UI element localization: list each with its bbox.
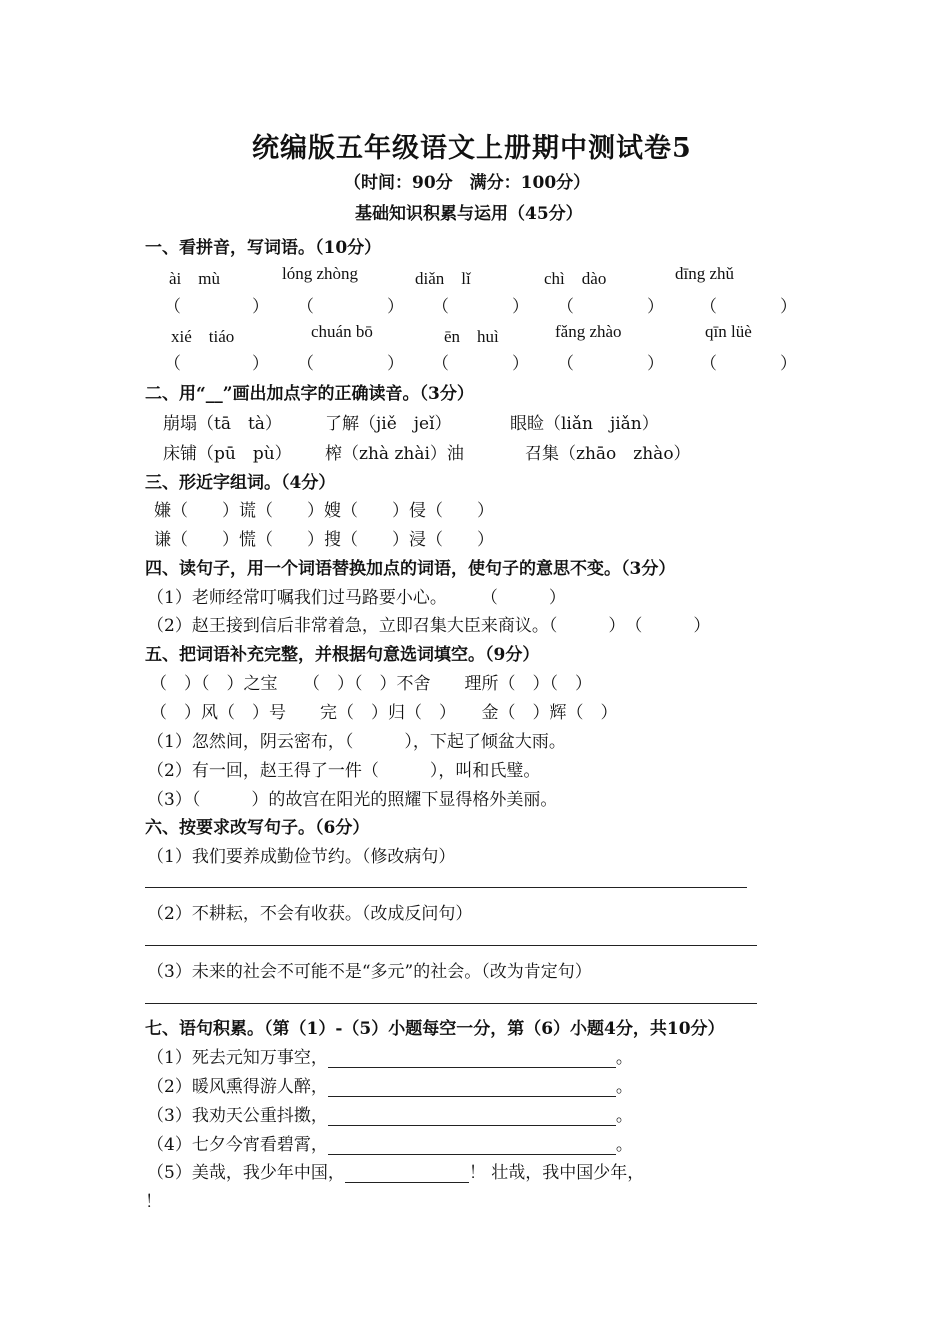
pinyin-8: ēn huì bbox=[444, 327, 499, 346]
sentence: （1）我们要养成勤俭节约。（修改病句） bbox=[147, 847, 456, 867]
poem-line bbox=[147, 1101, 633, 1126]
period: 。 bbox=[615, 1135, 633, 1155]
answer-paren-open: （ bbox=[297, 354, 314, 374]
reading-item: 了解（jiě jeǐ） bbox=[325, 414, 452, 434]
page-title: 统编版五年级语文上册期中测试卷5 bbox=[252, 133, 692, 164]
poem-prompt: （2）暖风熏得游人醉， bbox=[147, 1077, 328, 1097]
poem-prompt: （4）七夕今宵看碧霄， bbox=[147, 1135, 328, 1155]
time-note: （时间：90分 满分：100分） bbox=[344, 173, 591, 193]
q5-heading: 五、把词语补充完整，并根据句意选词填空。（9分） bbox=[145, 645, 540, 665]
pinyin-9: fǎng zhào bbox=[555, 322, 622, 341]
period: 。 bbox=[615, 1106, 633, 1126]
answer-line[interactable] bbox=[145, 1003, 757, 1004]
sentence: （2）赵王接到信后非常着急，立即召集大臣来商议。（ ） （ ） bbox=[147, 616, 711, 636]
sentence: （3）未来的社会不可能不是“多元”的社会。（改为肯定句） bbox=[147, 962, 592, 982]
answer-blank[interactable] bbox=[328, 1107, 616, 1126]
period: 。 bbox=[615, 1048, 633, 1068]
reading-item: 床铺（pū pù） bbox=[163, 444, 292, 464]
answer-paren-open: （ bbox=[164, 354, 181, 374]
answer-paren-close: ） bbox=[387, 297, 404, 317]
poem-prompt: （5）美哉，我少年中国， bbox=[147, 1163, 345, 1183]
pinyin-6: xié tiáo bbox=[171, 327, 235, 346]
reading-item: 眼睑（liǎn jiǎn） bbox=[510, 414, 659, 434]
answer-blank[interactable] bbox=[328, 1049, 616, 1068]
answer-paren-close: ） bbox=[647, 354, 664, 374]
pinyin-5: dīng zhǔ bbox=[675, 264, 735, 283]
answer-paren-close: ） bbox=[252, 354, 269, 374]
sentence: （1）老师经常叮嘱我们过马路要小心。 （ ） bbox=[147, 588, 566, 608]
sentence: （1）忽然间，阴云密布，（ ），下起了倾盆大雨。 bbox=[147, 732, 566, 752]
q4-heading: 四、读句子，用一个词语替换加点的词语，使句子的意思不变。（3分） bbox=[145, 559, 676, 579]
answer-paren-close: ） bbox=[387, 354, 404, 374]
answer-paren-open: （ bbox=[557, 297, 574, 317]
sentence: （2）不耕耘，不会有收获。（改成反问句） bbox=[147, 904, 473, 924]
q2-heading: 二、用“__”画出加点字的正确读音。（3分） bbox=[145, 384, 474, 404]
answer-blank[interactable] bbox=[345, 1164, 469, 1183]
answer-blank[interactable] bbox=[328, 1136, 616, 1155]
pinyin-1: ài mù bbox=[169, 269, 220, 288]
pinyin-4: chì dào bbox=[544, 269, 607, 288]
poem-line bbox=[147, 1043, 633, 1068]
answer-paren-close: ） bbox=[780, 297, 797, 317]
pinyin-10: qīn lüè bbox=[705, 322, 752, 341]
poem-line bbox=[147, 1072, 633, 1097]
reading-item: 崩塌（tā tà） bbox=[163, 414, 282, 434]
q6-heading: 六、按要求改写句子。（6分） bbox=[145, 818, 370, 838]
poem-prompt: （1）死去元知万事空， bbox=[147, 1048, 328, 1068]
reading-item: 召集（zhāo zhào） bbox=[525, 444, 691, 464]
period: 。 bbox=[615, 1077, 633, 1097]
reading-item: 榨（zhà zhài）油 bbox=[325, 444, 464, 464]
answer-paren-open: （ bbox=[557, 354, 574, 374]
similar-chars-row: 嫌（ ）谎（ ）嫂（ ）侵（ ） bbox=[154, 501, 494, 521]
q7-heading: 七、语句积累。（第（1）-（5）小题每空一分，第（6）小题4分，共10分） bbox=[145, 1019, 725, 1039]
answer-paren-close: ） bbox=[647, 297, 664, 317]
answer-paren-open: （ bbox=[432, 354, 449, 374]
answer-blank[interactable] bbox=[328, 1078, 616, 1097]
sentence: （2）有一回，赵王得了一件（ ），叫和氏璧。 bbox=[147, 761, 541, 781]
answer-line[interactable] bbox=[145, 945, 757, 946]
trailing-mark: ！ bbox=[145, 1192, 162, 1212]
answer-paren-close: ） bbox=[780, 354, 797, 374]
answer-paren-open: （ bbox=[700, 354, 717, 374]
poem-line bbox=[147, 1158, 644, 1183]
poem-line bbox=[147, 1130, 633, 1155]
word-fill-row: （ ）（ ）之宝 （ ）（ ）不舍 理所（ ）（ ） bbox=[150, 674, 592, 694]
poem-prompt: ！ 壮哉，我中国少年， bbox=[468, 1163, 645, 1183]
answer-paren-open: （ bbox=[164, 297, 181, 317]
pinyin-2: lóng zhòng bbox=[282, 264, 359, 283]
word-fill-row: （ ）风（ ）号 完（ ）归（ ） 金（ ）辉（ ） bbox=[150, 703, 618, 723]
answer-paren-open: （ bbox=[432, 297, 449, 317]
answer-paren-open: （ bbox=[700, 297, 717, 317]
pinyin-3: diǎn lǐ bbox=[415, 269, 471, 288]
q3-heading: 三、形近字组词。（4分） bbox=[145, 473, 336, 493]
sentence: （3）（ ）的故宫在阳光的照耀下显得格外美丽。 bbox=[147, 790, 558, 810]
pinyin-7: chuán bō bbox=[311, 322, 373, 341]
q1-heading: 一、看拼音，写词语。（10分） bbox=[145, 238, 382, 258]
answer-paren-close: ） bbox=[252, 297, 269, 317]
answer-paren-open: （ bbox=[297, 297, 314, 317]
answer-line[interactable] bbox=[145, 887, 747, 888]
part-heading: 基础知识积累与运用（45分） bbox=[355, 204, 583, 224]
answer-paren-close: ） bbox=[512, 354, 529, 374]
answer-paren-close: ） bbox=[512, 297, 529, 317]
poem-prompt: （3）我劝天公重抖擞， bbox=[147, 1106, 328, 1126]
similar-chars-row: 谦（ ）慌（ ）搜（ ）浸（ ） bbox=[154, 530, 494, 550]
